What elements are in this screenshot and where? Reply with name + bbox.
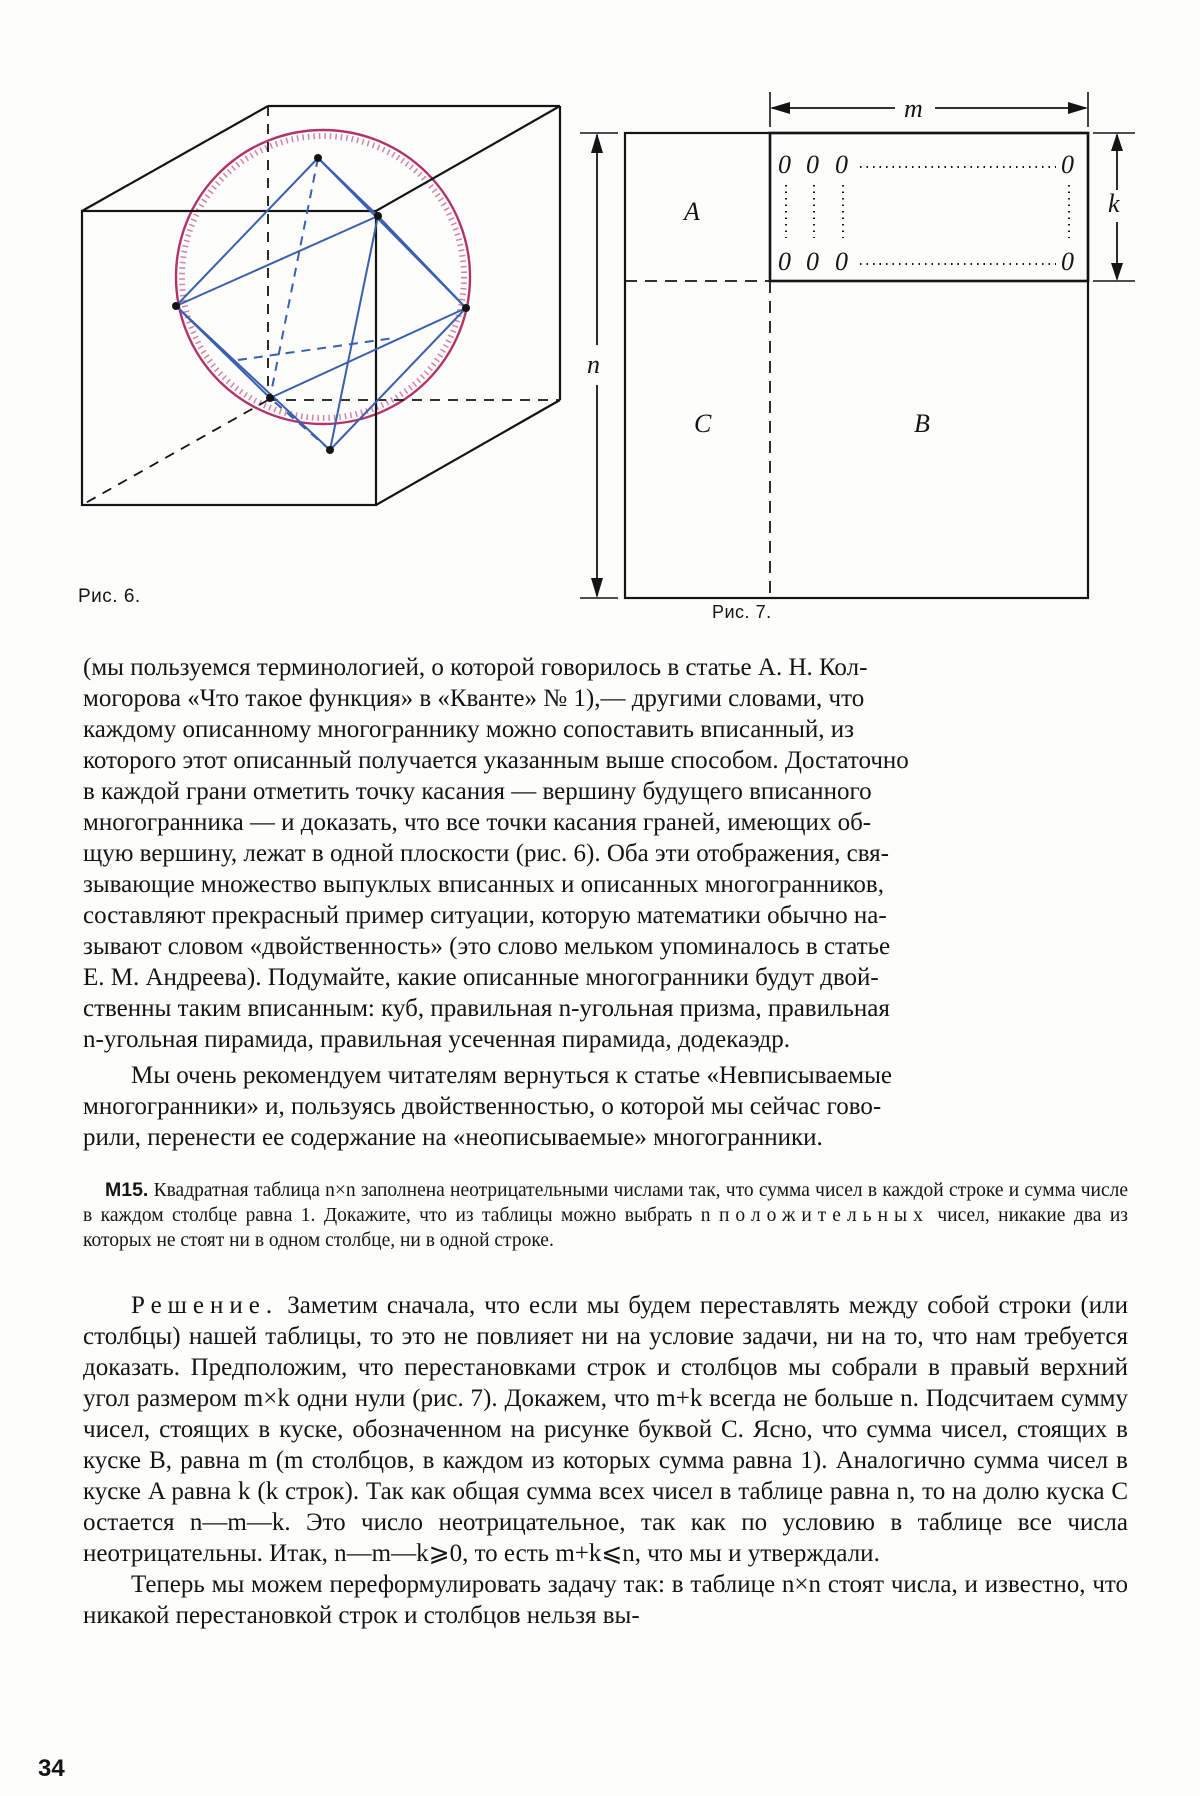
fig6-caption: Рис. 6. xyxy=(78,586,141,607)
problem-spaced-word: положительных xyxy=(718,1205,929,1226)
text-line: ственны таким вписанным: куб, правильная n-угольная призма, правильная xyxy=(83,995,890,1022)
fig7-zero: 0 xyxy=(835,247,848,276)
fig7-zero: 0 xyxy=(835,150,848,179)
fig7-table-diagram xyxy=(580,92,1135,598)
fig6-octahedron xyxy=(176,158,466,450)
solution-next-paragraph: Теперь мы можем переформулировать задачу так: в таблице n×n стоят числа, и известно, что никакой перестановкой строк и столбцов нельзя вы- xyxy=(83,1571,1128,1629)
fig7-label-n: n xyxy=(587,350,600,379)
fig7-zero: 0 xyxy=(806,150,819,179)
text-line: которого этот описанный получается указанным выше способом. Достаточно xyxy=(83,747,909,774)
problem-text-1: Квадратная таблица n×n заполнена неотрицательными числами так, что сумма чисел в каждой строке и сумма числе в каждом столбце равна 1. Докажите, что из таблицы можно выбрать n xyxy=(83,1180,1129,1226)
text-line: могорова «Что такое функция» в «Кванте» № 1),— другими словами, что xyxy=(83,685,865,712)
text-line: зывают словом «двойственность» (это слово мельком упоминалось в статье xyxy=(83,933,891,960)
solution xyxy=(83,1290,1128,1631)
fig7-zero-dots xyxy=(786,167,1069,264)
solution-text: Заметим сначала, что если мы будем переставлять между собой строки (или столбцы) нашей таблицы, то это не повлияет ни на условие задачи, ни на то, что нам требуется доказать. Предположим, что перестановками строк и столбцов мы собрали в правый верхний угол размером m×k одни нули (рис. 7). Докажем, что m+k всегда не больше n. Подсчитаем сумму чисел, стоящих в куске, обозначенном на рисунке буквой C. Ясно, что сумма чисел, стоящих в куске B, равна m (m столбцов, в каждом из которых сумма равна 1). Аналогично сумма чисел в куске A равна k (k строк). Так как общая сумма всех чисел в таблице равна n, то на долю куска C остается n—m—k. Это число неотрицательное, так как по условию в таблице все числа неотрицательны. Итак, n—m—k⩾0, то есть m+k⩽n, что мы и утверждали. xyxy=(83,1292,1129,1567)
body-paragraph-2 xyxy=(83,1060,1128,1153)
fig6-sphere xyxy=(176,130,470,424)
fig7-arrowheads xyxy=(591,102,1123,598)
fig7-label-b: B xyxy=(914,409,930,438)
body-paragraph-1 xyxy=(83,652,1128,1055)
text-line: Е. М. Андреева). Подумайте, какие описанные многогранники будут двой- xyxy=(83,964,879,991)
text-line: многогранника — и доказать, что все точки касания граней, имеющих об- xyxy=(83,809,872,836)
fig7-label-m: m xyxy=(904,94,923,123)
problem-id: M15. xyxy=(105,1179,149,1201)
fig7-label-c: C xyxy=(694,409,712,438)
fig6-cube-diagram xyxy=(82,106,560,505)
text-line: Мы очень рекомендуем читателям вернуться к статье «Невписываемые xyxy=(131,1062,893,1089)
text-line: в каждой грани отметить точку касания — вершину будущего вписанного xyxy=(83,778,872,805)
fig7-zero: 0 xyxy=(1061,247,1074,276)
text-line: щую вершину, лежат в одной плоскости (рис. 6). Оба эти отображения, свя- xyxy=(83,840,889,867)
solution-label: Решение. xyxy=(131,1292,279,1319)
fig7-caption: Рис. 7. xyxy=(712,602,772,622)
text-line: n-угольная пирамида, правильная усеченная пирамида, додекаэдр. xyxy=(83,1026,790,1053)
text-line: (мы пользуемся терминологией, о которой говорилось в статье А. Н. Кол- xyxy=(83,654,868,681)
text-line: рили, перенести ее содержание на «неописываемые» многогранники. xyxy=(83,1124,823,1151)
fig6-tangent-points xyxy=(172,154,470,454)
text-line: зывающие множество выпуклых вписанных и описанных многогранников, xyxy=(83,871,884,898)
page-number: 34 xyxy=(38,1755,65,1782)
fig7-label-k: k xyxy=(1108,189,1120,218)
fig7-label-a: A xyxy=(684,197,700,226)
text-line: составляют прекрасный пример ситуации, которую математики обычно на- xyxy=(83,902,887,929)
fig6-sphere-hatch xyxy=(182,136,464,418)
problem-text-2: чисел, никакие два из которых не стоят ни в одном столбце, ни в одной строке. xyxy=(83,1205,1129,1251)
figures xyxy=(0,0,1200,640)
fig7-zero: 0 xyxy=(778,247,791,276)
fig7-zero: 0 xyxy=(1061,150,1074,179)
text-line: каждому описанному многограннику можно сопоставить вписанный, из xyxy=(83,716,855,743)
fig7-zero: 0 xyxy=(806,247,819,276)
text-line: многогранники» и, пользуясь двойственностью, о которой мы сейчас гово- xyxy=(83,1093,882,1120)
fig7-zero: 0 xyxy=(778,150,791,179)
problem-m15 xyxy=(83,1178,1128,1253)
